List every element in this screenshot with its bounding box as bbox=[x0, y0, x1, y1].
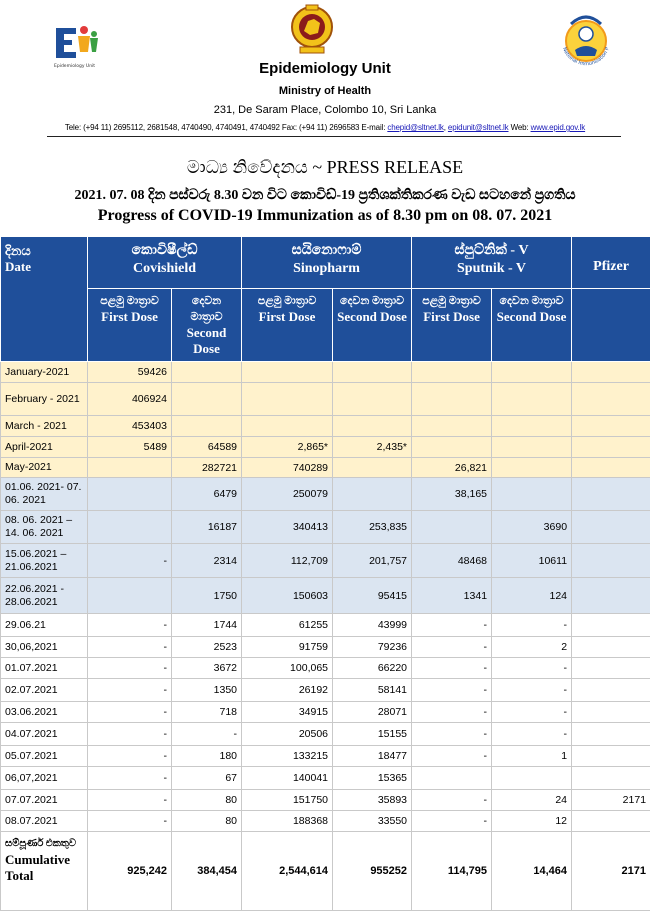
dose-count-cell: 24 bbox=[492, 790, 572, 811]
dose-count-cell: 718 bbox=[172, 702, 242, 723]
total-value-cell: 2171 bbox=[572, 832, 650, 911]
table-row bbox=[1, 437, 650, 458]
row-date-cell: 22.06.2021 - 28.06.2021 bbox=[1, 578, 88, 614]
total-value-cell: 925,242 bbox=[88, 832, 172, 911]
dose-count-cell: - bbox=[412, 614, 492, 637]
dose-count-cell bbox=[572, 362, 650, 383]
table-row bbox=[1, 478, 650, 511]
website-link[interactable]: www.epid.gov.lk bbox=[531, 123, 586, 132]
table-row bbox=[1, 458, 650, 478]
dose-header bbox=[88, 289, 172, 362]
dose-count-cell bbox=[172, 362, 242, 383]
dose-count-cell: 1350 bbox=[172, 679, 242, 702]
dose-count-cell bbox=[242, 383, 333, 416]
date-header-en: Date bbox=[5, 259, 83, 275]
dose-count-cell: - bbox=[88, 679, 172, 702]
row-date-cell: 03.06.2021 bbox=[1, 702, 88, 723]
dose-count-cell: - bbox=[412, 790, 492, 811]
dose-count-cell: 38,165 bbox=[412, 478, 492, 511]
table-row bbox=[1, 383, 650, 416]
dose-count-cell: 1750 bbox=[172, 578, 242, 614]
dose-count-cell: 48468 bbox=[412, 544, 492, 578]
covishield-header bbox=[88, 237, 242, 289]
dose-label-si: පළමු මාත්‍රාව bbox=[92, 293, 167, 309]
dose-count-cell: 33550 bbox=[333, 811, 412, 832]
dose-count-cell: - bbox=[88, 790, 172, 811]
dose-count-cell: 66220 bbox=[333, 658, 412, 679]
dose-count-cell: 1 bbox=[492, 746, 572, 767]
dose-count-cell: - bbox=[492, 723, 572, 746]
dose-count-cell: - bbox=[88, 723, 172, 746]
dose-count-cell: 250079 bbox=[242, 478, 333, 511]
dose-count-cell: - bbox=[88, 811, 172, 832]
dose-count-cell: - bbox=[412, 637, 492, 658]
dose-header bbox=[333, 289, 412, 362]
dose-count-cell bbox=[572, 746, 650, 767]
table-row bbox=[1, 416, 650, 437]
dose-count-cell: 3672 bbox=[172, 658, 242, 679]
dose-count-cell bbox=[572, 614, 650, 637]
email-link-epidunit[interactable]: epidunit@sltnet.lk bbox=[448, 123, 509, 132]
table-row bbox=[1, 614, 650, 637]
dose-count-cell bbox=[572, 658, 650, 679]
row-date-cell: 30,06,2021 bbox=[1, 637, 88, 658]
dose-count-cell: - bbox=[88, 702, 172, 723]
dose-count-cell: 2,865* bbox=[242, 437, 333, 458]
dose-count-cell: 43999 bbox=[333, 614, 412, 637]
row-date-cell: 29.06.21 bbox=[1, 614, 88, 637]
dose-count-cell: 1744 bbox=[172, 614, 242, 637]
dose-label-en: Second Dose bbox=[337, 309, 407, 325]
dose-count-cell bbox=[492, 458, 572, 478]
row-date-cell: May-2021 bbox=[1, 458, 88, 478]
dose-count-cell: 740289 bbox=[242, 458, 333, 478]
dose-count-cell bbox=[88, 511, 172, 544]
row-date-cell: 06,07,2021 bbox=[1, 767, 88, 790]
table-row bbox=[1, 658, 650, 679]
dose-count-cell bbox=[572, 383, 650, 416]
table-row bbox=[1, 637, 650, 658]
dose-count-cell: 64589 bbox=[172, 437, 242, 458]
cumulative-total-row bbox=[1, 832, 650, 911]
row-date-cell: 08.07.2021 bbox=[1, 811, 88, 832]
dose-label-si: පළමු මාත්‍රාව bbox=[416, 293, 487, 309]
dose-label-si: පළමු මාත්‍රාව bbox=[246, 293, 328, 309]
dose-count-cell: 340413 bbox=[242, 511, 333, 544]
dose-count-cell bbox=[572, 811, 650, 832]
contact-text: Tele: (+94 11) 2695112, 2681548, 4740490, 4740491, 4740492 Fax: (+94 11) 2696583 E-mail: bbox=[65, 123, 387, 132]
dose-count-cell: 100,065 bbox=[242, 658, 333, 679]
dose-count-cell: 26,821 bbox=[412, 458, 492, 478]
vaccine-name-si: ස්පුට්නික් - V bbox=[416, 242, 567, 260]
dose-count-cell: - bbox=[88, 614, 172, 637]
dose-label-si: දෙවන මාත්‍රාව bbox=[496, 293, 567, 309]
dose-count-cell: - bbox=[492, 658, 572, 679]
vaccine-name-en: Covishield bbox=[92, 260, 237, 278]
vaccine-name-si: කොවිෂීල්ඩ් bbox=[92, 242, 237, 260]
dose-count-cell: 3690 bbox=[492, 511, 572, 544]
dose-count-cell: - bbox=[172, 723, 242, 746]
table-row bbox=[1, 679, 650, 702]
dose-count-cell bbox=[492, 383, 572, 416]
vaccine-name-en: Sinopharm bbox=[246, 260, 407, 278]
dose-count-cell bbox=[572, 544, 650, 578]
dose-count-cell: 201,757 bbox=[333, 544, 412, 578]
dose-count-cell: - bbox=[88, 637, 172, 658]
dose-count-cell bbox=[492, 478, 572, 511]
dose-count-cell: 180 bbox=[172, 746, 242, 767]
dose-count-cell: - bbox=[412, 658, 492, 679]
dose-count-cell: 406924 bbox=[88, 383, 172, 416]
date-header-si: දිනය bbox=[5, 243, 83, 259]
web-label: Web: bbox=[509, 123, 531, 132]
dose-count-cell bbox=[88, 458, 172, 478]
dose-count-cell: 282721 bbox=[172, 458, 242, 478]
dose-count-cell bbox=[572, 511, 650, 544]
dose-count-cell bbox=[572, 702, 650, 723]
dose-count-cell: 2 bbox=[492, 637, 572, 658]
dose-count-cell bbox=[492, 437, 572, 458]
dose-count-cell bbox=[172, 416, 242, 437]
total-value-cell: 2,544,614 bbox=[242, 832, 333, 911]
total-value-cell: 384,454 bbox=[172, 832, 242, 911]
subtitle-sinhala: 2021. 07. 08 දින පස්වරු 8.30 වන විට කොවිඩ්-19 ප්‍රතිශක්තිකරණ වැඩ සටහනේ ප්‍රගතිය bbox=[0, 188, 650, 204]
row-date-cell: 15.06.2021 – 21.06.2021 bbox=[1, 544, 88, 578]
row-date-cell: February - 2021 bbox=[1, 383, 88, 416]
dose-count-cell: 133215 bbox=[242, 746, 333, 767]
dose-count-cell bbox=[572, 458, 650, 478]
dose-label-en: First Dose bbox=[416, 309, 487, 325]
dose-count-cell: 6479 bbox=[172, 478, 242, 511]
dose-count-cell: 453403 bbox=[88, 416, 172, 437]
dose-count-cell: 12 bbox=[492, 811, 572, 832]
dose-count-cell: 5489 bbox=[88, 437, 172, 458]
dose-count-cell: 79236 bbox=[333, 637, 412, 658]
dose-count-cell: 18477 bbox=[333, 746, 412, 767]
table-row bbox=[1, 362, 650, 383]
dose-count-cell: - bbox=[492, 702, 572, 723]
row-date-cell: January-2021 bbox=[1, 362, 88, 383]
dose-count-cell bbox=[333, 478, 412, 511]
row-date-cell: 08. 06. 2021 – 14. 06. 2021 bbox=[1, 511, 88, 544]
dose-count-cell: 61255 bbox=[242, 614, 333, 637]
pfizer-header: Pfizer bbox=[572, 237, 650, 289]
dose-count-cell: 124 bbox=[492, 578, 572, 614]
dose-count-cell bbox=[412, 511, 492, 544]
table-row bbox=[1, 767, 650, 790]
dose-count-cell bbox=[572, 679, 650, 702]
dose-count-cell: 188368 bbox=[242, 811, 333, 832]
dose-count-cell bbox=[412, 767, 492, 790]
dose-count-cell: 112,709 bbox=[242, 544, 333, 578]
dose-header bbox=[412, 289, 492, 362]
dose-label-en: Second Dose bbox=[496, 309, 567, 325]
dose-count-cell: 28071 bbox=[333, 702, 412, 723]
dose-count-cell: - bbox=[492, 614, 572, 637]
table-row bbox=[1, 746, 650, 767]
dose-count-cell bbox=[242, 416, 333, 437]
row-date-cell: 01.07.2021 bbox=[1, 658, 88, 679]
dose-count-cell bbox=[572, 637, 650, 658]
vaccine-name-si: සයිනොෆාම් bbox=[246, 242, 407, 260]
dose-count-cell: - bbox=[88, 746, 172, 767]
dose-count-cell: - bbox=[88, 767, 172, 790]
row-date-cell: 02.07.2021 bbox=[1, 679, 88, 702]
dose-count-cell bbox=[572, 437, 650, 458]
row-date-cell: 01.06. 2021- 07. 06. 2021 bbox=[1, 478, 88, 511]
dose-count-cell bbox=[88, 478, 172, 511]
date-column-header bbox=[1, 237, 88, 362]
dose-header bbox=[492, 289, 572, 362]
table-body bbox=[1, 362, 650, 911]
dose-count-cell: 151750 bbox=[242, 790, 333, 811]
dose-count-cell: 80 bbox=[172, 790, 242, 811]
dose-count-cell: 140041 bbox=[242, 767, 333, 790]
dose-count-cell: - bbox=[412, 723, 492, 746]
total-label-en: Cumulative Total bbox=[5, 852, 70, 883]
dose-count-cell: 2171 bbox=[572, 790, 650, 811]
total-value-cell: 14,464 bbox=[492, 832, 572, 911]
dose-label-en: First Dose bbox=[246, 309, 328, 325]
dose-count-cell bbox=[172, 383, 242, 416]
table-row bbox=[1, 578, 650, 614]
row-date-cell: 05.07.2021 bbox=[1, 746, 88, 767]
dose-count-cell: 2,435* bbox=[333, 437, 412, 458]
dose-count-cell: 253,835 bbox=[333, 511, 412, 544]
pfizer-dose-header bbox=[572, 289, 650, 362]
dose-count-cell bbox=[492, 416, 572, 437]
row-date-cell: 07.07.2021 bbox=[1, 790, 88, 811]
table-row bbox=[1, 702, 650, 723]
dose-count-cell: 58141 bbox=[333, 679, 412, 702]
dose-count-cell: - bbox=[412, 746, 492, 767]
dose-count-cell: - bbox=[88, 658, 172, 679]
ministry-name: Ministry of Health bbox=[0, 85, 650, 97]
total-label-cell bbox=[1, 832, 88, 911]
table-row bbox=[1, 723, 650, 746]
dose-count-cell bbox=[333, 458, 412, 478]
dose-label-en: Second Dose bbox=[176, 325, 237, 357]
dose-header bbox=[242, 289, 333, 362]
dose-count-cell: 26192 bbox=[242, 679, 333, 702]
dose-count-cell bbox=[572, 767, 650, 790]
total-label-si: සම්පූර්ණ එකතුව bbox=[5, 836, 83, 852]
dose-count-cell: 2523 bbox=[172, 637, 242, 658]
dose-count-cell bbox=[88, 578, 172, 614]
dose-count-cell bbox=[572, 578, 650, 614]
press-release-title: මාධ්‍ය නිවේදනය ~ PRESS RELEASE bbox=[0, 157, 650, 178]
total-value-cell: 114,795 bbox=[412, 832, 492, 911]
email-separator: , bbox=[444, 123, 448, 132]
svg-text:Epidemiology Unit: Epidemiology Unit bbox=[54, 63, 95, 69]
dose-count-cell: 16187 bbox=[172, 511, 242, 544]
dose-count-cell: 15365 bbox=[333, 767, 412, 790]
dose-count-cell: 91759 bbox=[242, 637, 333, 658]
table-row bbox=[1, 511, 650, 544]
dose-count-cell bbox=[412, 416, 492, 437]
dose-count-cell: 59426 bbox=[88, 362, 172, 383]
table-row bbox=[1, 544, 650, 578]
email-link-chepid[interactable]: chepid@sltnet.lk bbox=[387, 123, 443, 132]
dose-count-cell bbox=[412, 383, 492, 416]
dose-count-cell: 67 bbox=[172, 767, 242, 790]
dose-count-cell bbox=[333, 362, 412, 383]
dose-count-cell: 35893 bbox=[333, 790, 412, 811]
sputnik-header bbox=[412, 237, 572, 289]
row-date-cell: March - 2021 bbox=[1, 416, 88, 437]
dose-count-cell: 10611 bbox=[492, 544, 572, 578]
dose-count-cell bbox=[333, 383, 412, 416]
dose-count-cell bbox=[412, 437, 492, 458]
dose-header bbox=[172, 289, 242, 362]
dose-header-row bbox=[1, 289, 650, 362]
dose-count-cell: 95415 bbox=[333, 578, 412, 614]
dose-count-cell: 2314 bbox=[172, 544, 242, 578]
dose-count-cell bbox=[572, 723, 650, 746]
dose-count-cell bbox=[412, 362, 492, 383]
dose-count-cell bbox=[572, 416, 650, 437]
immunization-progress-table bbox=[0, 236, 650, 911]
dose-count-cell: 1341 bbox=[412, 578, 492, 614]
dose-count-cell: - bbox=[412, 811, 492, 832]
org-title: Epidemiology Unit bbox=[0, 60, 650, 77]
dose-count-cell bbox=[333, 416, 412, 437]
subtitle-english: Progress of COVID-19 Immunization as of 8.30 pm on 08. 07. 2021 bbox=[0, 207, 650, 225]
dose-count-cell: - bbox=[412, 702, 492, 723]
sri-lanka-emblem bbox=[290, 3, 334, 55]
table-row bbox=[1, 811, 650, 832]
dose-count-cell bbox=[492, 362, 572, 383]
dose-count-cell: 15155 bbox=[333, 723, 412, 746]
row-date-cell: 04.07.2021 bbox=[1, 723, 88, 746]
svg-text:National Immunization Programm: National Immunization P bbox=[557, 12, 611, 67]
row-date-cell: April-2021 bbox=[1, 437, 88, 458]
table-row bbox=[1, 790, 650, 811]
dose-label-en: First Dose bbox=[92, 309, 167, 325]
dose-count-cell: 20506 bbox=[242, 723, 333, 746]
dose-count-cell: 150603 bbox=[242, 578, 333, 614]
dose-count-cell: - bbox=[88, 544, 172, 578]
sinopharm-header bbox=[242, 237, 412, 289]
dose-count-cell: 34915 bbox=[242, 702, 333, 723]
dose-label-si: දෙවන මාත්‍රාව bbox=[176, 293, 237, 325]
dose-count-cell: - bbox=[492, 679, 572, 702]
dose-count-cell: 80 bbox=[172, 811, 242, 832]
dose-count-cell bbox=[242, 362, 333, 383]
header-divider bbox=[47, 136, 621, 137]
dose-label-si: දෙවන මාත්‍රාව bbox=[337, 293, 407, 309]
dose-count-cell bbox=[572, 478, 650, 511]
dose-count-cell bbox=[492, 767, 572, 790]
address: 231, De Saram Place, Colombo 10, Sri Lanka bbox=[0, 104, 650, 116]
total-value-cell: 955252 bbox=[333, 832, 412, 911]
dose-count-cell: - bbox=[412, 679, 492, 702]
contact-line bbox=[0, 123, 650, 132]
vaccine-name-en: Sputnik - V bbox=[416, 260, 567, 278]
